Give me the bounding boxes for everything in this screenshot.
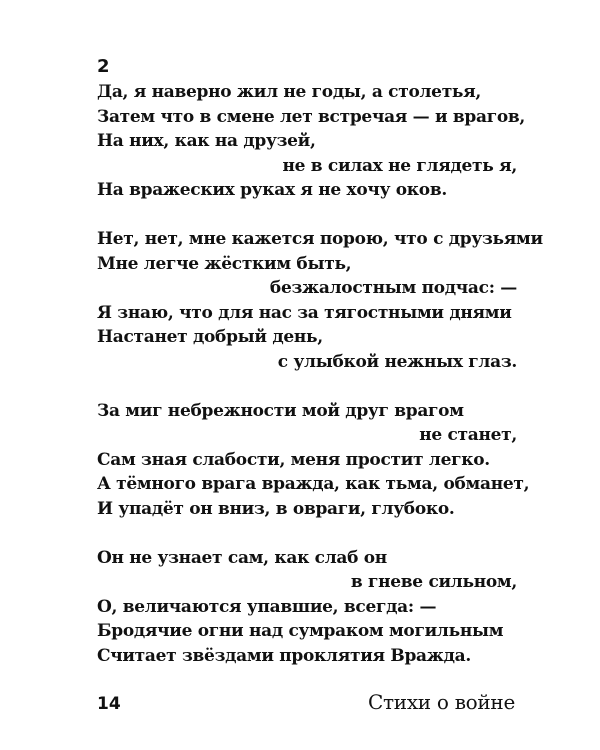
poem-line: О, величаются упавшие, всегда: — — [97, 596, 437, 617]
stanza — [97, 80, 526, 203]
poem-line: Я знаю, что для нас за тягостными днями — [97, 302, 512, 323]
poem-line: Считает звёздами проклятия Вражда. — [97, 645, 471, 666]
stanza-gap — [97, 203, 517, 227]
poem-line: Да, я наверно жил не годы, а столетья, — [97, 82, 482, 102]
poem-line: в гневе сильном, — [350, 572, 517, 593]
poem-line: безжалостным подчас: — — [269, 278, 517, 299]
poem-line: не станет, — [419, 425, 517, 446]
poem-line: И упадёт он вниз, в овраги, глубоко. — [97, 498, 455, 519]
poem-line: Сам зная слабости, меня простит легко. — [97, 449, 490, 470]
running-footer-title: Стихи о войне — [368, 690, 515, 714]
poem-line: Затем что в смене лет встречая — и врагов, — [97, 106, 526, 127]
poem-line: с улыбкой нежных глаз. — [277, 351, 517, 372]
poem-body — [97, 80, 543, 668]
poem-line: Нет, нет, мне кажется порою, что с друзьями — [97, 228, 543, 249]
poem-line: не в силах не глядеть я, — [282, 155, 517, 176]
page-number: 14 — [97, 694, 121, 714]
poem-line: Настанет добрый день, — [97, 327, 323, 348]
poem-line: А тёмного врага вражда, как тьма, обманет, — [97, 474, 530, 495]
poem-line: Мне легче жёстким быть, — [97, 253, 352, 274]
section-number: 2 — [97, 56, 110, 77]
stanza-gap — [97, 375, 517, 399]
stanza-gap — [97, 522, 517, 546]
stanza — [97, 546, 517, 669]
stanza — [97, 399, 530, 522]
poem-line: На них, как на друзей, — [97, 131, 316, 152]
poem-line: За миг небрежности мой друг врагом — [97, 400, 464, 421]
poem-line: Бродячие огни над сумраком могильным — [97, 621, 504, 642]
stanza — [97, 227, 543, 375]
poem-line: Он не узнает сам, как слаб он — [97, 547, 387, 568]
poem-line: На вражеских руках я не хочу оков. — [97, 180, 447, 201]
